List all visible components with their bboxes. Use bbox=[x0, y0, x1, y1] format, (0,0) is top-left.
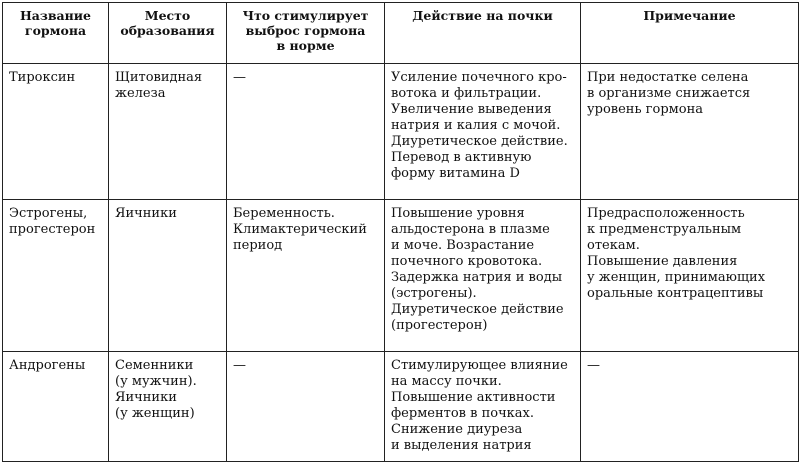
table-row bbox=[3, 64, 799, 200]
header-kidney-action: Действие на почки bbox=[385, 3, 581, 64]
header-row bbox=[3, 3, 799, 64]
cell-hormone: Андрогены bbox=[3, 352, 109, 462]
table-row bbox=[3, 200, 799, 352]
cell-origin: Семенники (у мужчин). Яичники (у женщин) bbox=[109, 352, 227, 462]
cell-kidney-action: Повышение уровня альдостерона в плазме и моче. Возрастание почечного кровотока. Задержка натрия и воды (эстрогены). Диуретическое действие (прогестерон) bbox=[385, 200, 581, 352]
cell-stimulus: — bbox=[227, 64, 385, 200]
cell-note: При недостатке селена в организме снижается уровень гормона bbox=[581, 64, 799, 200]
hormone-kidney-table bbox=[2, 2, 799, 462]
cell-kidney-action: Стимулирующее влияние на массу почки. Повышение активности ферментов в почках. Снижение диуреза и выделения натрия bbox=[385, 352, 581, 462]
cell-hormone: Эстрогены, прогестерон bbox=[3, 200, 109, 352]
table-row bbox=[3, 352, 799, 462]
header-note: Примечание bbox=[581, 3, 799, 64]
header-stimulus: Что стимулирует выброс гормона в норме bbox=[227, 3, 385, 64]
cell-origin: Яичники bbox=[109, 200, 227, 352]
cell-stimulus: — bbox=[227, 352, 385, 462]
table-body bbox=[3, 64, 799, 462]
header-hormone-name: Название гормона bbox=[3, 3, 109, 64]
table-header bbox=[3, 3, 799, 64]
cell-note: Предрасположенность к предменструальным отекам. Повышение давления у женщин, принимающих оральные контрацептивы bbox=[581, 200, 799, 352]
cell-hormone: Тироксин bbox=[3, 64, 109, 200]
cell-kidney-action: Усиление почечного кро- вотока и фильтрации. Увеличение выведения натрия и калия с мочой. Диуретическое действие. Перевод в активную форму витамина D bbox=[385, 64, 581, 200]
cell-origin: Щитовидная железа bbox=[109, 64, 227, 200]
cell-stimulus: Беременность. Климактерический период bbox=[227, 200, 385, 352]
header-origin: Место образования bbox=[109, 3, 227, 64]
cell-note: — bbox=[581, 352, 799, 462]
